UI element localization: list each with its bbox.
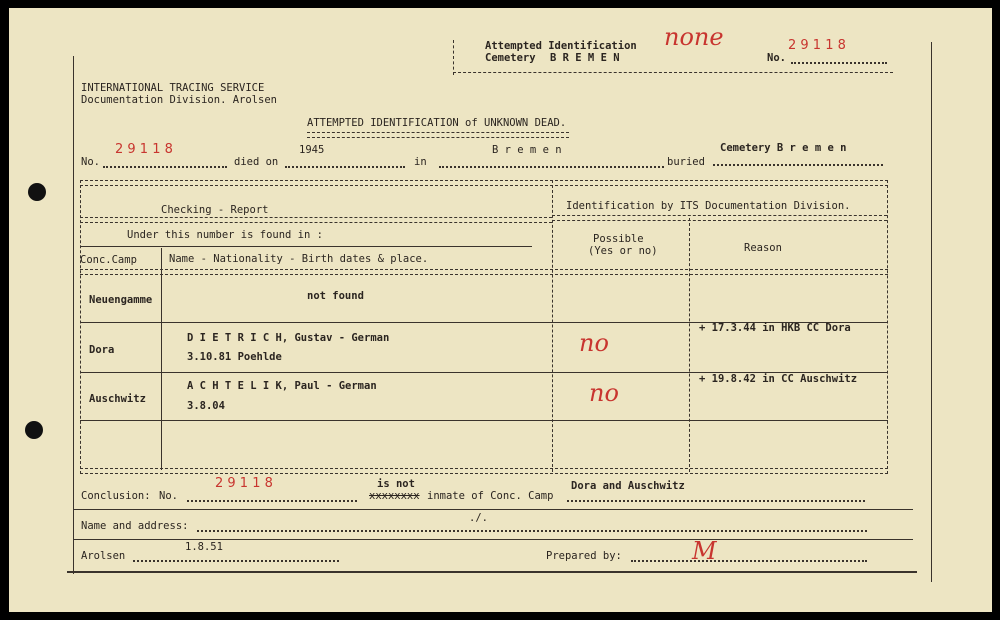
- table-center-divider: [552, 180, 553, 472]
- row-name: D I E T R I C H, Gustav - German: [187, 332, 390, 344]
- prepared-by-label: Prepared by:: [546, 550, 622, 562]
- header-box-no-dots: [791, 62, 887, 64]
- header-box-left-edge: [453, 40, 454, 75]
- buried-dots: [713, 164, 883, 166]
- header-box-no-value: 2 9 1 1 8: [788, 38, 846, 53]
- row-possible: no: [589, 379, 619, 407]
- conclusion-camps-dots: [567, 500, 865, 502]
- prepared-by-dots: [631, 560, 867, 562]
- prepared-by-signature: M: [692, 537, 717, 565]
- row-reason: + 17.3.44 in HKB CC Dora: [699, 322, 851, 334]
- index-card: [9, 8, 992, 612]
- record-no-dots: [103, 166, 227, 168]
- column-header-rule: [80, 269, 888, 275]
- col-reason: Reason: [744, 242, 782, 254]
- table-bottom-border: [80, 468, 888, 474]
- header-box-no-label: No.: [767, 52, 786, 64]
- place-dots: [439, 166, 664, 168]
- table-camp-divider: [161, 248, 162, 470]
- row-camp: Auschwitz: [89, 393, 146, 405]
- card-left-rule: [73, 56, 74, 574]
- card-bottom-rule: [67, 571, 917, 573]
- title-underline: [307, 132, 569, 138]
- punch-hole-bottom: [25, 421, 43, 439]
- name-address-value: ./.: [469, 512, 488, 524]
- document-title: ATTEMPTED IDENTIFICATION of UNKNOWN DEAD.: [307, 117, 567, 129]
- header-box-bottom: [453, 72, 893, 73]
- footer-place: Arolsen: [81, 550, 126, 562]
- conclusion-no-value: 2 9 1 1 8: [215, 476, 273, 491]
- died-on-label: died on: [234, 156, 279, 168]
- row-camp: Dora: [89, 344, 115, 356]
- name-address-rule: [73, 539, 913, 540]
- header-box-cemetery-value: B R E M E N: [550, 52, 620, 64]
- record-no-value: 2 9 1 1 8: [115, 142, 173, 157]
- table-right-border: [887, 180, 888, 474]
- table-possible-divider: [689, 218, 690, 472]
- col-possible: Possible: [593, 233, 644, 245]
- card-right-rule: [931, 42, 932, 582]
- conclusion-camps: Dora and Auschwitz: [571, 480, 685, 492]
- row-divider: [80, 420, 888, 421]
- found-in-text: Under this number is found in :: [127, 229, 323, 241]
- footer-date: 1.8.51: [185, 541, 223, 553]
- conclusion-inmate-text: inmate of Conc. Camp: [427, 490, 554, 502]
- row-reason: + 19.8.42 in CC Auschwitz: [699, 373, 858, 385]
- org-line2: Documentation Division. Arolsen: [81, 94, 277, 106]
- checking-report-header: Checking - Report: [161, 204, 269, 216]
- col-conc-camp: Conc.Camp: [80, 254, 137, 266]
- buried-value: Cemetery B r e m e n: [720, 142, 847, 154]
- in-label: in: [414, 156, 427, 168]
- row-camp: Neuengamme: [89, 294, 153, 306]
- died-on-value: 1945: [299, 144, 325, 156]
- buried-label: buried: [667, 156, 705, 168]
- name-address-label: Name and address:: [81, 520, 189, 532]
- checking-header-rule: [80, 217, 552, 223]
- conclusion-label: Conclusion:: [81, 490, 151, 502]
- footer-date-dots: [133, 560, 339, 562]
- row-name: not found: [307, 290, 364, 302]
- table-left-border: [80, 180, 81, 474]
- died-on-dots: [285, 166, 405, 168]
- conclusion-no-dots: [187, 500, 357, 502]
- table-top-border: [80, 180, 888, 186]
- row-birth: 3.8.04: [187, 400, 225, 412]
- identification-header: Identification by ITS Documentation Division.: [566, 200, 851, 212]
- col-possible-sub: (Yes or no): [588, 245, 658, 257]
- header-box-cemetery-label: Cemetery: [485, 52, 536, 64]
- conclusion-struck-word: xxxxxxxx: [369, 490, 420, 502]
- found-in-rule: [80, 246, 532, 247]
- row-name: A C H T E L I K, Paul - German: [187, 380, 377, 392]
- handwritten-none: none: [664, 23, 724, 51]
- header-box-line1: Attempted Identification: [485, 40, 637, 52]
- org-line1: INTERNATIONAL TRACING SERVICE: [81, 82, 265, 94]
- row-possible: no: [579, 329, 609, 357]
- conclusion-rule: [73, 509, 913, 510]
- place-value: B r e m e n: [492, 144, 562, 156]
- row-birth: 3.10.81 Poehlde: [187, 351, 282, 363]
- conclusion-is-not: is not: [377, 478, 415, 490]
- conclusion-no-label: No.: [159, 490, 178, 502]
- record-no-label: No.: [81, 156, 100, 168]
- punch-hole-top: [28, 183, 46, 201]
- identification-header-rule: [552, 215, 887, 221]
- col-name-nationality: Name - Nationality - Birth dates & place.: [169, 253, 429, 265]
- name-address-dots: [197, 530, 867, 532]
